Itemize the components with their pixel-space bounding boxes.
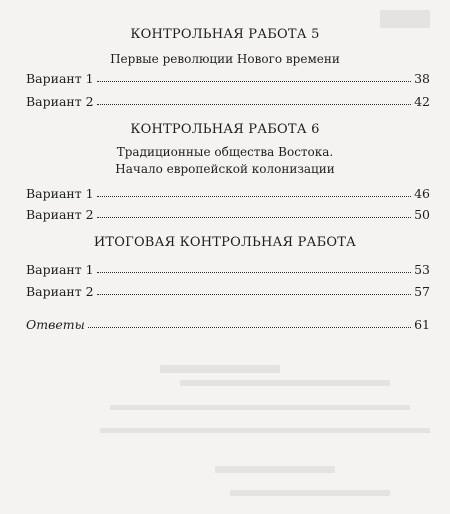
toc-entry-label: Ответы xyxy=(26,317,85,332)
section-5-subtitle: Первые революции Нового времени xyxy=(110,52,340,66)
toc-page-number: 42 xyxy=(414,94,430,109)
toc-page-number: 53 xyxy=(414,262,430,277)
dot-leader xyxy=(97,217,411,218)
dot-leader xyxy=(97,196,411,197)
toc-entry-final-v1[interactable] xyxy=(26,259,430,277)
section-6-subtitle-line-1: Традиционные общества Востока. xyxy=(116,145,334,159)
section-6-title: КОНТРОЛЬНАЯ РАБОТА 6 xyxy=(130,122,320,137)
bleed-through-mark xyxy=(100,428,430,433)
bleed-through-mark xyxy=(180,380,390,386)
toc-page-number: 57 xyxy=(414,284,430,299)
dot-leader xyxy=(97,272,411,273)
toc-entry-answers[interactable] xyxy=(26,314,430,332)
toc-entry-s6-v1[interactable] xyxy=(26,183,430,201)
bleed-through-mark xyxy=(110,405,410,410)
toc-page-number: 46 xyxy=(414,186,430,201)
toc-entry-s5-v1[interactable] xyxy=(26,68,430,86)
toc-entry-s6-v2[interactable] xyxy=(26,204,430,222)
toc-entry-label: Вариант 1 xyxy=(26,262,94,277)
toc-entry-s5-v2[interactable] xyxy=(26,91,430,109)
bleed-through-mark xyxy=(215,466,335,473)
toc-entry-label: Вариант 1 xyxy=(26,71,94,86)
toc-entry-final-v2[interactable] xyxy=(26,281,430,299)
toc-entry-label: Вариант 2 xyxy=(26,284,94,299)
toc-page-number: 61 xyxy=(414,317,430,332)
toc-entry-label: Вариант 2 xyxy=(26,207,94,222)
toc-entry-label: Вариант 2 xyxy=(26,94,94,109)
dot-leader xyxy=(97,81,411,82)
toc-page-number: 50 xyxy=(414,207,430,222)
section-5-title: КОНТРОЛЬНАЯ РАБОТА 5 xyxy=(130,27,320,42)
final-test-title: ИТОГОВАЯ КОНТРОЛЬНАЯ РАБОТА xyxy=(93,235,357,250)
toc-page-number: 38 xyxy=(414,71,430,86)
bleed-through-mark xyxy=(230,490,390,496)
bleed-through-mark xyxy=(160,365,280,373)
bleed-through-mark xyxy=(380,10,430,28)
section-6-subtitle-line-2: Начало европейской колонизации xyxy=(115,162,335,176)
toc-entry-label: Вариант 1 xyxy=(26,186,94,201)
dot-leader xyxy=(97,294,411,295)
dot-leader xyxy=(88,327,411,328)
dot-leader xyxy=(97,104,411,105)
